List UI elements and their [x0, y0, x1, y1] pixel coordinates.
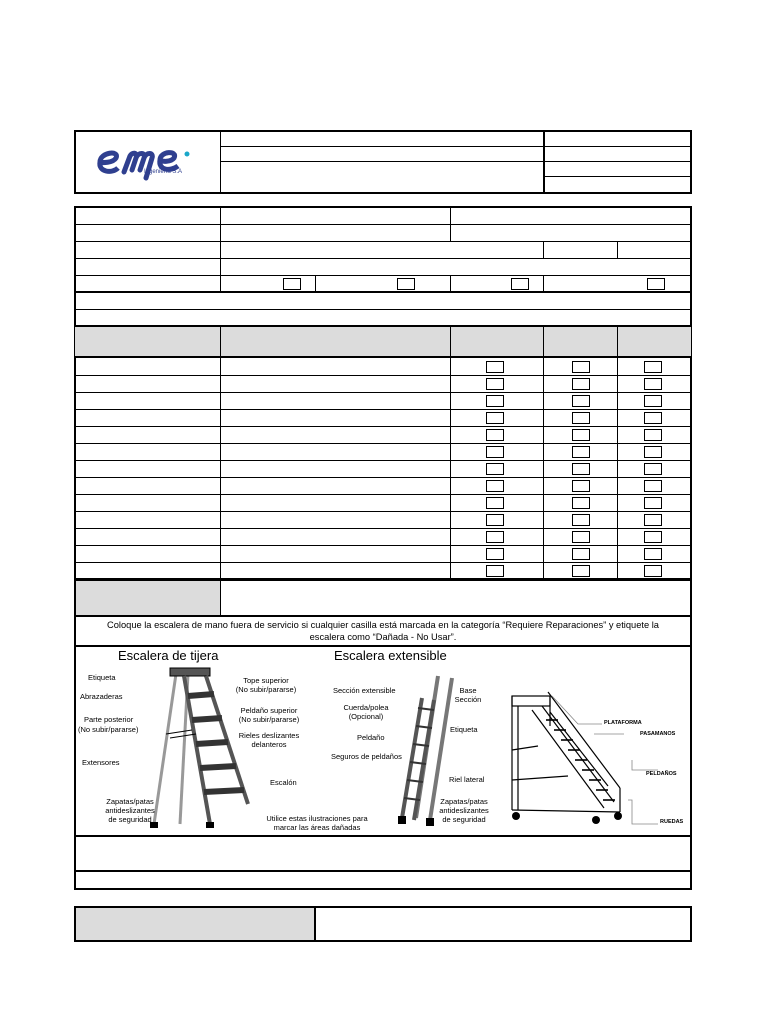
- label-escalon: Escalón: [270, 778, 297, 787]
- logo-subtitle: Ingeniería S.A: [144, 169, 183, 175]
- checklist-checkbox-r4-c1[interactable]: [486, 412, 504, 424]
- label-peldanos: PELDAÑOS: [646, 771, 677, 777]
- checklist-checkbox-r9-c2[interactable]: [572, 497, 590, 509]
- checklist-checkbox-r5-c1[interactable]: [486, 429, 504, 441]
- checklist-checkbox-r13-c2[interactable]: [572, 565, 590, 577]
- checklist-checkbox-r7-c2[interactable]: [572, 463, 590, 475]
- type-checkbox-1[interactable]: [283, 278, 301, 290]
- company-logo: [86, 134, 206, 188]
- label-peldano: Peldaño: [357, 733, 385, 742]
- notice-line-1: Coloque la escalera de mano fuera de servicio si cualquier casilla está marcada en la categoría “Requiere Reparaciones” y etiquete la: [107, 620, 659, 630]
- bottom-row-1: [74, 870, 692, 890]
- checklist-checkbox-r1-c1[interactable]: [486, 361, 504, 373]
- comments-block: [74, 835, 692, 872]
- signature-label-cell: [76, 908, 314, 940]
- type-checkbox-4[interactable]: [647, 278, 665, 290]
- checklist-checkbox-r10-c2[interactable]: [572, 514, 590, 526]
- form-block: [74, 206, 692, 580]
- instruction-text: Utilice estas ilustraciones para marcar las áreas dañadas: [266, 814, 368, 832]
- rolling-ladder-leaders: [548, 690, 658, 830]
- checklist-checkbox-r1-c2[interactable]: [572, 361, 590, 373]
- checklist-checkbox-r3-c2[interactable]: [572, 395, 590, 407]
- checklist-header: [75, 327, 691, 356]
- notice-text: [76, 619, 690, 643]
- label-cuerda: Cuerda/polea (Opcional): [343, 703, 389, 721]
- checklist-checkbox-r9-c3[interactable]: [644, 497, 662, 509]
- extension-ladder-title: Escalera extensible: [334, 648, 447, 663]
- label-zapatas-tijera: Zapatas/patas antideslizantes de seguridad: [105, 797, 155, 824]
- label-pasamanos: PASAMANOS: [640, 731, 676, 737]
- label-seguros: Seguros de peldaños: [331, 752, 402, 761]
- checklist-checkbox-r6-c3[interactable]: [644, 446, 662, 458]
- checklist-checkbox-r1-c3[interactable]: [644, 361, 662, 373]
- label-ruedas: RUEDAS: [660, 819, 684, 825]
- label-zapatas-ext: Zapatas/patas antideslizantes de seguridad: [439, 797, 489, 824]
- label-rieles: Rieles deslizantes delanteros: [238, 731, 300, 749]
- label-riel-lateral: Riel lateral: [449, 775, 485, 784]
- checklist-checkbox-r4-c3[interactable]: [644, 412, 662, 424]
- notice-line-2: escalera como “Dañada - No Usar”.: [309, 632, 457, 642]
- label-parte-posterior: Parte posterior: [84, 715, 134, 724]
- checklist-checkbox-r11-c3[interactable]: [644, 531, 662, 543]
- checklist-checkbox-r4-c2[interactable]: [572, 412, 590, 424]
- label-abrazaderas: Abrazaderas: [80, 692, 123, 701]
- label-plataforma: PLATAFORMA: [604, 720, 642, 726]
- checklist-checkbox-r10-c1[interactable]: [486, 514, 504, 526]
- checklist-checkbox-r11-c2[interactable]: [572, 531, 590, 543]
- checklist-checkbox-r7-c3[interactable]: [644, 463, 662, 475]
- checklist-checkbox-r12-c1[interactable]: [486, 548, 504, 560]
- checklist-checkbox-r5-c2[interactable]: [572, 429, 590, 441]
- label-parte-posterior-note: (No subir/pararse): [78, 725, 139, 734]
- checklist-checkbox-r3-c3[interactable]: [644, 395, 662, 407]
- checklist-checkbox-r6-c2[interactable]: [572, 446, 590, 458]
- type-checkbox-3[interactable]: [511, 278, 529, 290]
- checklist-checkbox-r5-c3[interactable]: [644, 429, 662, 441]
- checklist-checkbox-r8-c2[interactable]: [572, 480, 590, 492]
- checklist-checkbox-r7-c1[interactable]: [486, 463, 504, 475]
- checklist-checkbox-r13-c3[interactable]: [644, 565, 662, 577]
- label-tope-superior: Tope superior (No subir/pararse): [235, 676, 297, 694]
- checklist-checkbox-r12-c3[interactable]: [644, 548, 662, 560]
- checklist-checkbox-r10-c3[interactable]: [644, 514, 662, 526]
- checklist-checkbox-r13-c1[interactable]: [486, 565, 504, 577]
- checklist-checkbox-r11-c1[interactable]: [486, 531, 504, 543]
- checklist-checkbox-r9-c1[interactable]: [486, 497, 504, 509]
- checklist-checkbox-r2-c3[interactable]: [644, 378, 662, 390]
- type-checkbox-2[interactable]: [397, 278, 415, 290]
- label-seccion-extensible: Sección extensible: [333, 686, 396, 695]
- observations-label-cell: [76, 581, 220, 615]
- checklist-checkbox-r2-c2[interactable]: [572, 378, 590, 390]
- label-etiqueta-ext: Etiqueta: [450, 725, 478, 734]
- checklist-checkbox-r8-c3[interactable]: [644, 480, 662, 492]
- checklist-checkbox-r8-c1[interactable]: [486, 480, 504, 492]
- checklist-checkbox-r3-c1[interactable]: [486, 395, 504, 407]
- label-etiqueta: Etiqueta: [88, 673, 116, 682]
- checklist-checkbox-r6-c1[interactable]: [486, 446, 504, 458]
- checklist-checkbox-r2-c1[interactable]: [486, 378, 504, 390]
- label-peldano-superior: Peldaño superior (No subir/pararse): [238, 706, 300, 724]
- label-extensores: Extensores: [82, 758, 120, 767]
- label-base-seccion: Base Sección: [454, 686, 482, 704]
- checklist-checkbox-r12-c2[interactable]: [572, 548, 590, 560]
- step-ladder-title: Escalera de tijera: [118, 648, 219, 663]
